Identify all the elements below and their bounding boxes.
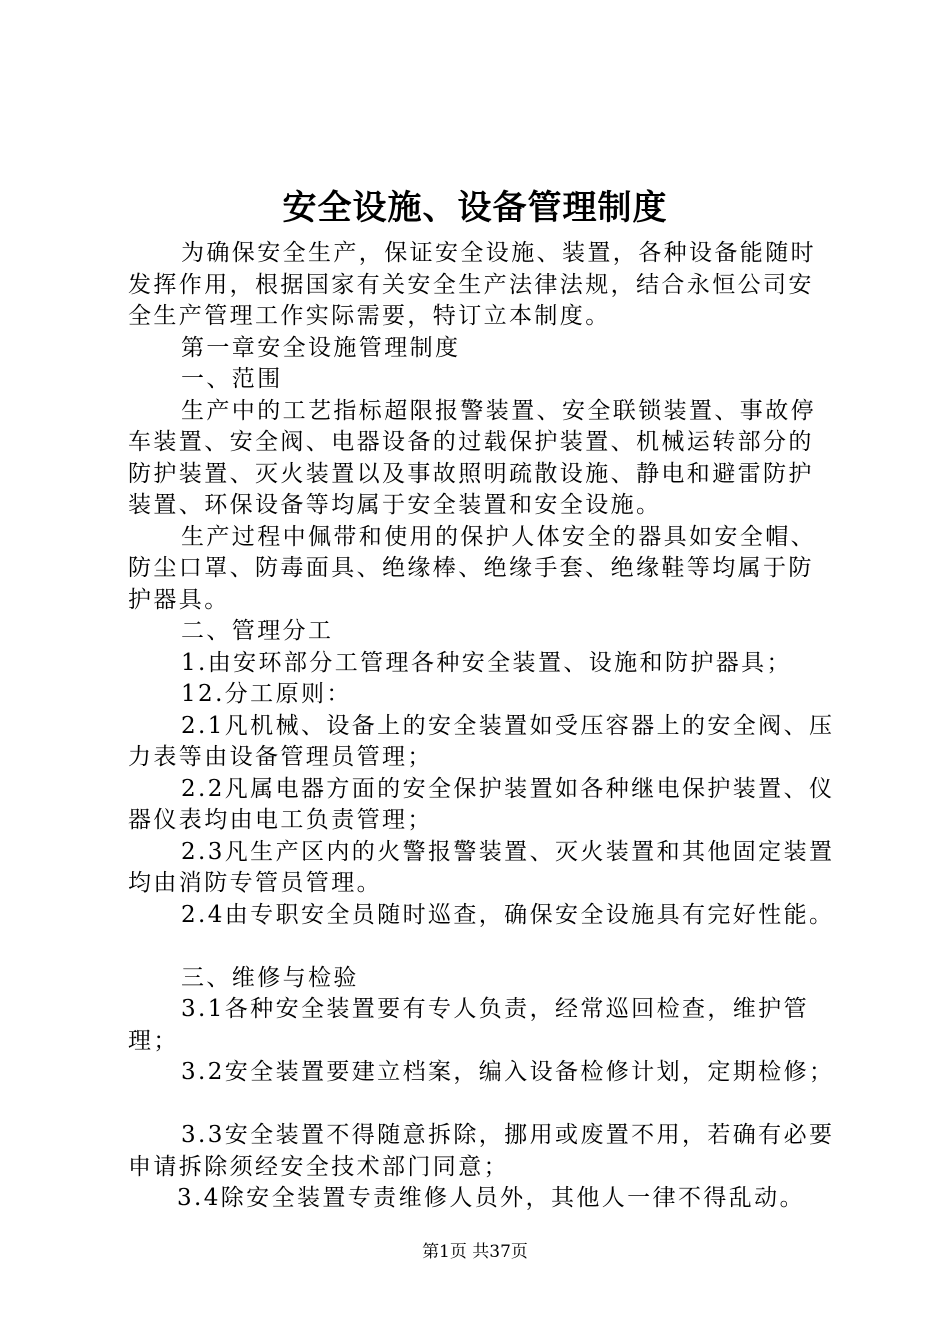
section-heading-division: 二、管理分工 (181, 618, 334, 644)
document-body (128, 238, 838, 1215)
section-heading-scope: 一、范围 (181, 366, 283, 392)
list-item-3-1: 3.1各种安全装置要有专人负责，经常巡回检查，维护管理； (128, 996, 809, 1054)
section-heading-maintenance: 三、维修与检验 (181, 964, 359, 991)
paragraph-intro: 为确保安全生产，保证安全设施、装置，各种设备能随时发挥作用，根据国家有关安全生产法律法规，结合永恒公司安全生产管理工作实际需要，特订立本制度。 (128, 240, 816, 329)
list-item-12: 12.分工原则： (181, 681, 352, 707)
paragraph-scope-protective: 生产过程中佩带和使用的保护人体安全的器具如安全帽、防尘口罩、防毒面具、绝缘棒、绝缘手套、绝缘鞋等均属于防护器具。 (128, 523, 816, 613)
list-item-3-3: 3.3安全装置不得随意拆除，挪用或废置不用，若确有必要申请拆除须经安全技术部门同意； (128, 1122, 835, 1180)
list-item-1: 1.由安环部分工管理各种安全装置、设施和防护器具； (181, 649, 792, 676)
blank-line (128, 931, 838, 963)
blank-line (128, 1089, 838, 1121)
list-item-2-1: 2.1凡机械、设备上的安全装置如受压容器上的安全阀、压力表等由设备管理员管理； (128, 712, 835, 770)
page-number: 第1页 共37页 (422, 1242, 528, 1262)
paragraph-scope-devices: 生产中的工艺指标超限报警装置、安全联锁装置、事故停车装置、安全阀、电器设备的过载保护装置、机械运转部分的防护装置、灭火装置以及事故照明疏散设施、静电和避雷防护装置、环保设备等均属于安全装置和安全设施。 (128, 397, 816, 518)
chapter-heading: 第一章安全设施管理制度 (181, 334, 461, 361)
document-title: 安全设施、设备管理制度 (282, 188, 668, 228)
list-item-2-3: 2.3凡生产区内的火警报警装置、灭火装置和其他固定装置均由消防专管员管理。 (128, 838, 835, 896)
list-item-2-2: 2.2凡属电器方面的安全保护装置如各种继电保护装置、仪器仪表均由电工负责管理； (128, 775, 835, 833)
list-item-3-2: 3.2安全装置要建立档案，编入设备检修计划，定期检修； (181, 1059, 835, 1085)
list-item-2-4: 2.4由专职安全员随时巡查，确保安全设施具有完好性能。 (181, 901, 835, 928)
list-item-3-4: 3.4除安全装置专责维修人员外，其他人一律不得乱动。 (177, 1185, 805, 1211)
